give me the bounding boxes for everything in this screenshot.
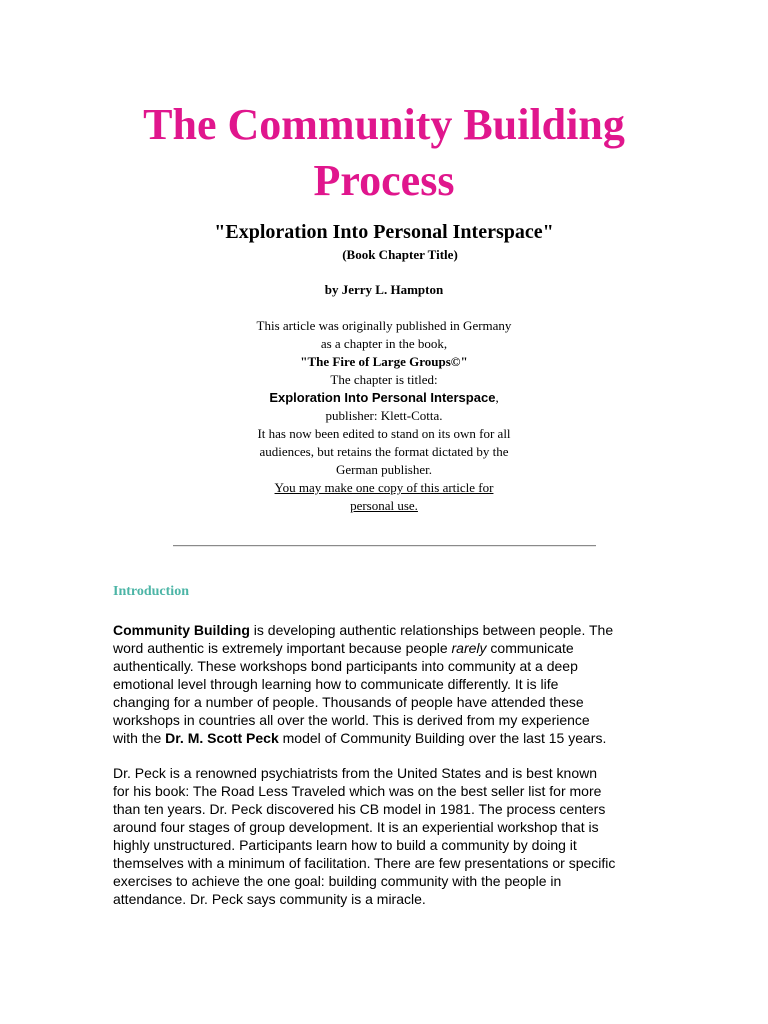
book-title: The Fire of Large Groups©	[307, 354, 461, 369]
pub-line-1: This article was originally published in Germany	[256, 318, 512, 333]
para2-line-2: for his book: The Road Less Traveled which was on the best seller list for more	[113, 783, 602, 799]
book-quote-open: "	[300, 354, 308, 369]
pub-line-8: audiences, but retains the format dictated by the	[259, 444, 509, 459]
para1-line-4: emotional level through learning how to communicate differently. It is life	[113, 676, 559, 692]
title-line-2: Process	[313, 156, 455, 205]
byline: by Jerry L. Hampton	[324, 282, 444, 297]
chapter-title: Exploration Into Personal Interspace	[269, 390, 496, 405]
pub-line-6: publisher: Klett-Cotta.	[325, 408, 443, 423]
pub-line-2: as a chapter in the book,	[320, 336, 448, 351]
para1-line-7-end: model of Community Building over the last 15 years.	[278, 730, 607, 746]
para1-line-6: workshops in countries all over the world. This is derived from my experience	[113, 712, 590, 728]
chapter-note: (Book Chapter Title)	[342, 247, 458, 262]
para2-line-8: attendance. Dr. Peck says community is a miracle.	[113, 891, 426, 907]
para2-line-3: than ten years. Dr. Peck discovered his CB model in 1981. The process centers	[113, 801, 606, 817]
emphasis-rarely: rarely	[451, 640, 487, 656]
term-scott-peck: Dr. M. Scott Peck	[165, 730, 279, 746]
copy-permission-link[interactable]	[0, 479, 768, 515]
para2-line-7: exercises to achieve the one goal: building community with the people in	[113, 873, 562, 889]
pub-line-4: The chapter is titled:	[330, 372, 438, 387]
chapter-title-suffix: ,	[495, 390, 499, 405]
term-community-building: Community Building	[113, 622, 250, 638]
copy-line-2[interactable]: personal use.	[350, 498, 418, 513]
section-heading-introduction: Introduction	[113, 584, 189, 599]
para1-line-5: changing for a number of people. Thousands of people have attended these	[113, 694, 584, 710]
para2-line-1: Dr. Peck is a renowned psychiatrists from the United States and is best known	[113, 765, 598, 781]
para2-line-5: highly unstructured. Participants learn how to build a community by doing it	[113, 837, 577, 853]
book-quote-close: "	[460, 354, 468, 369]
para1-line-7	[113, 729, 673, 747]
para2-line-4: around four stages of group development. It is an experiential workshop that is	[113, 819, 599, 835]
para1-line-1-text: is developing authentic relationships between people. The	[249, 622, 614, 638]
subtitle: "Exploration Into Personal Interspace"	[214, 221, 554, 243]
para1-line-1	[113, 621, 673, 639]
horizontal-rule	[173, 545, 596, 547]
pub-line-9: German publisher.	[335, 462, 433, 477]
page-title	[0, 97, 768, 209]
title-line-1: The Community Building	[143, 100, 625, 149]
book-title-line	[0, 353, 768, 371]
pub-line-7: It has now been edited to stand on its own for all	[257, 426, 511, 441]
para1-line-3: authentically. These workshops bond participants into community at a deep	[113, 658, 578, 674]
para2-line-6: themselves with a minimum of facilitation. There are few presentations or specific	[113, 855, 616, 871]
para1-line-2	[113, 639, 673, 657]
paragraph-dr-peck	[113, 764, 673, 908]
para1-line-7-start: with the	[113, 730, 166, 746]
publication-info	[0, 317, 768, 515]
paragraph-community-building	[113, 621, 673, 747]
para1-line-2-text: word authentic is extremely important because people	[113, 640, 452, 656]
copy-line-1[interactable]: You may make one copy of this article for	[274, 480, 494, 495]
chapter-title-line	[0, 389, 768, 407]
para1-line-2-end: communicate	[486, 640, 574, 656]
